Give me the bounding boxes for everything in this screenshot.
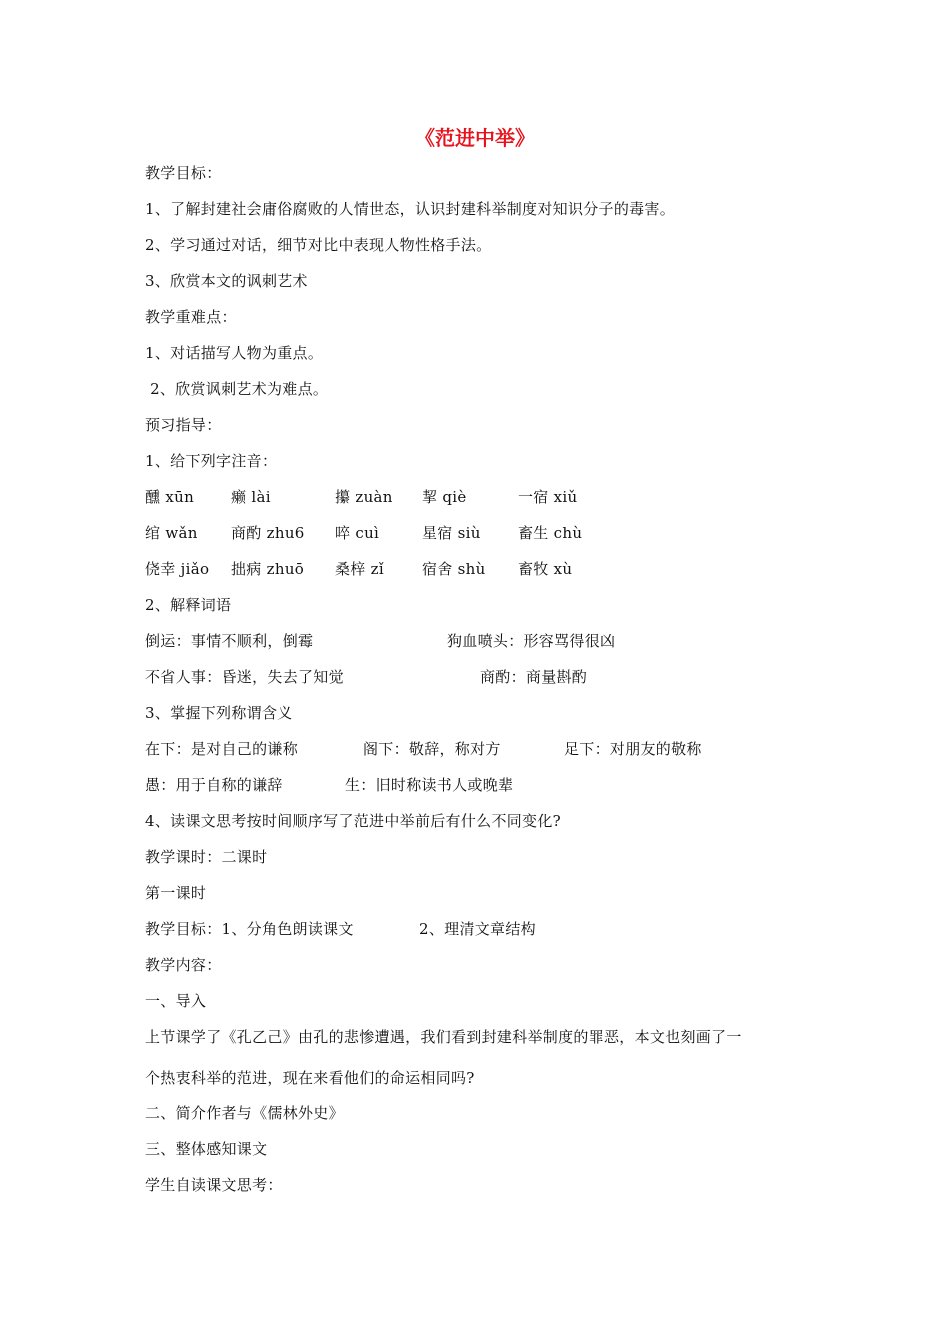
phonetic-heading: 1、给下列字注音： xyxy=(145,452,278,470)
phonetic-row xyxy=(145,487,845,507)
address-row xyxy=(145,775,845,795)
preview-heading: 预习指导： xyxy=(145,416,222,434)
intro-heading: 一、导入 xyxy=(145,992,207,1010)
overall-heading: 三、整体感知课文 xyxy=(145,1140,268,1158)
phonetic-item: 拙病 zhuō xyxy=(231,560,305,578)
phonetic-item: 啐 cuì xyxy=(335,524,380,542)
lesson-1-heading: 第一课时 xyxy=(145,884,207,902)
lesson-1-goals xyxy=(145,919,845,939)
phonetic-item: 绾 wǎn xyxy=(145,524,198,542)
address-item: 在下：是对自己的谦称 xyxy=(145,740,299,758)
vocab-item: 倒运：事情不顺利，倒霉 xyxy=(145,632,314,650)
phonetic-row xyxy=(145,523,845,543)
question-4: 4、读课文思考按时间顺序写了范进中举前后有什么不同变化? xyxy=(145,812,561,830)
self-read-prompt: 学生自读课文思考： xyxy=(145,1176,283,1194)
vocab-item: 商酌：商量斟酌 xyxy=(480,668,588,686)
vocab-row xyxy=(145,667,845,687)
vocab-row xyxy=(145,631,845,651)
goal-item: 3、欣赏本文的讽刺艺术 xyxy=(145,272,308,290)
intro-paragraph-line: 上节课学了《孔乙己》由孔的悲惨遭遇，我们看到封建科举制度的罪恶，本文也刻画了一 xyxy=(145,1028,742,1046)
key-point: 2、欣赏讽刺艺术为难点。 xyxy=(145,380,329,398)
lesson-goal: 教学目标：1、分角色朗读课文 xyxy=(145,920,354,938)
address-heading: 3、掌握下列称谓含义 xyxy=(145,704,293,722)
phonetic-item: 商酌 zhu6 xyxy=(231,524,305,542)
phonetic-item: 醺 xūn xyxy=(145,488,195,506)
phonetic-item: 宿舍 shù xyxy=(422,560,486,578)
phonetic-item: 侥幸 jiǎo xyxy=(145,560,210,578)
phonetic-item: 癞 lài xyxy=(231,488,271,506)
intro-paragraph-line: 个热衷科举的范进，现在来看他们的命运相同吗? xyxy=(145,1069,475,1087)
content-heading: 教学内容： xyxy=(145,956,222,974)
key-point: 1、对话描写人物为重点。 xyxy=(145,344,324,362)
address-row xyxy=(145,739,845,759)
key-heading: 教学重难点： xyxy=(145,308,237,326)
page-title: 《范进中举》 xyxy=(415,126,535,150)
goal-item: 2、学习通过对话，细节对比中表现人物性格手法。 xyxy=(145,236,492,254)
goal-item: 1、了解封建社会庸俗腐败的人情世态，认识封建科举制度对知识分子的毒害。 xyxy=(145,200,676,218)
vocab-item: 不省人事：昏迷，失去了知觉 xyxy=(145,668,344,686)
phonetic-item: 攥 zuàn xyxy=(335,488,393,506)
phonetic-item: 一宿 xiǔ xyxy=(518,488,578,506)
address-item: 愚：用于自称的谦辞 xyxy=(145,776,283,794)
address-item: 生：旧时称读书人或晚辈 xyxy=(345,776,514,794)
goals-heading: 教学目标： xyxy=(145,164,222,182)
phonetic-item: 挈 qiè xyxy=(422,488,467,506)
phonetic-item: 桑梓 zǐ xyxy=(335,560,384,578)
vocab-heading: 2、解释词语 xyxy=(145,596,232,614)
teaching-hours: 教学课时：二课时 xyxy=(145,848,268,866)
address-item: 阁下：敬辞，称对方 xyxy=(363,740,501,758)
phonetic-row xyxy=(145,559,845,579)
author-heading: 二、简介作者与《儒林外史》 xyxy=(145,1104,344,1122)
lesson-goal: 2、理清文章结构 xyxy=(419,920,536,938)
phonetic-item: 星宿 siù xyxy=(422,524,481,542)
vocab-item: 狗血喷头：形容骂得很凶 xyxy=(447,632,616,650)
phonetic-item: 畜牧 xù xyxy=(518,560,573,578)
address-item: 足下：对朋友的敬称 xyxy=(564,740,702,758)
phonetic-item: 畜生 chù xyxy=(518,524,583,542)
